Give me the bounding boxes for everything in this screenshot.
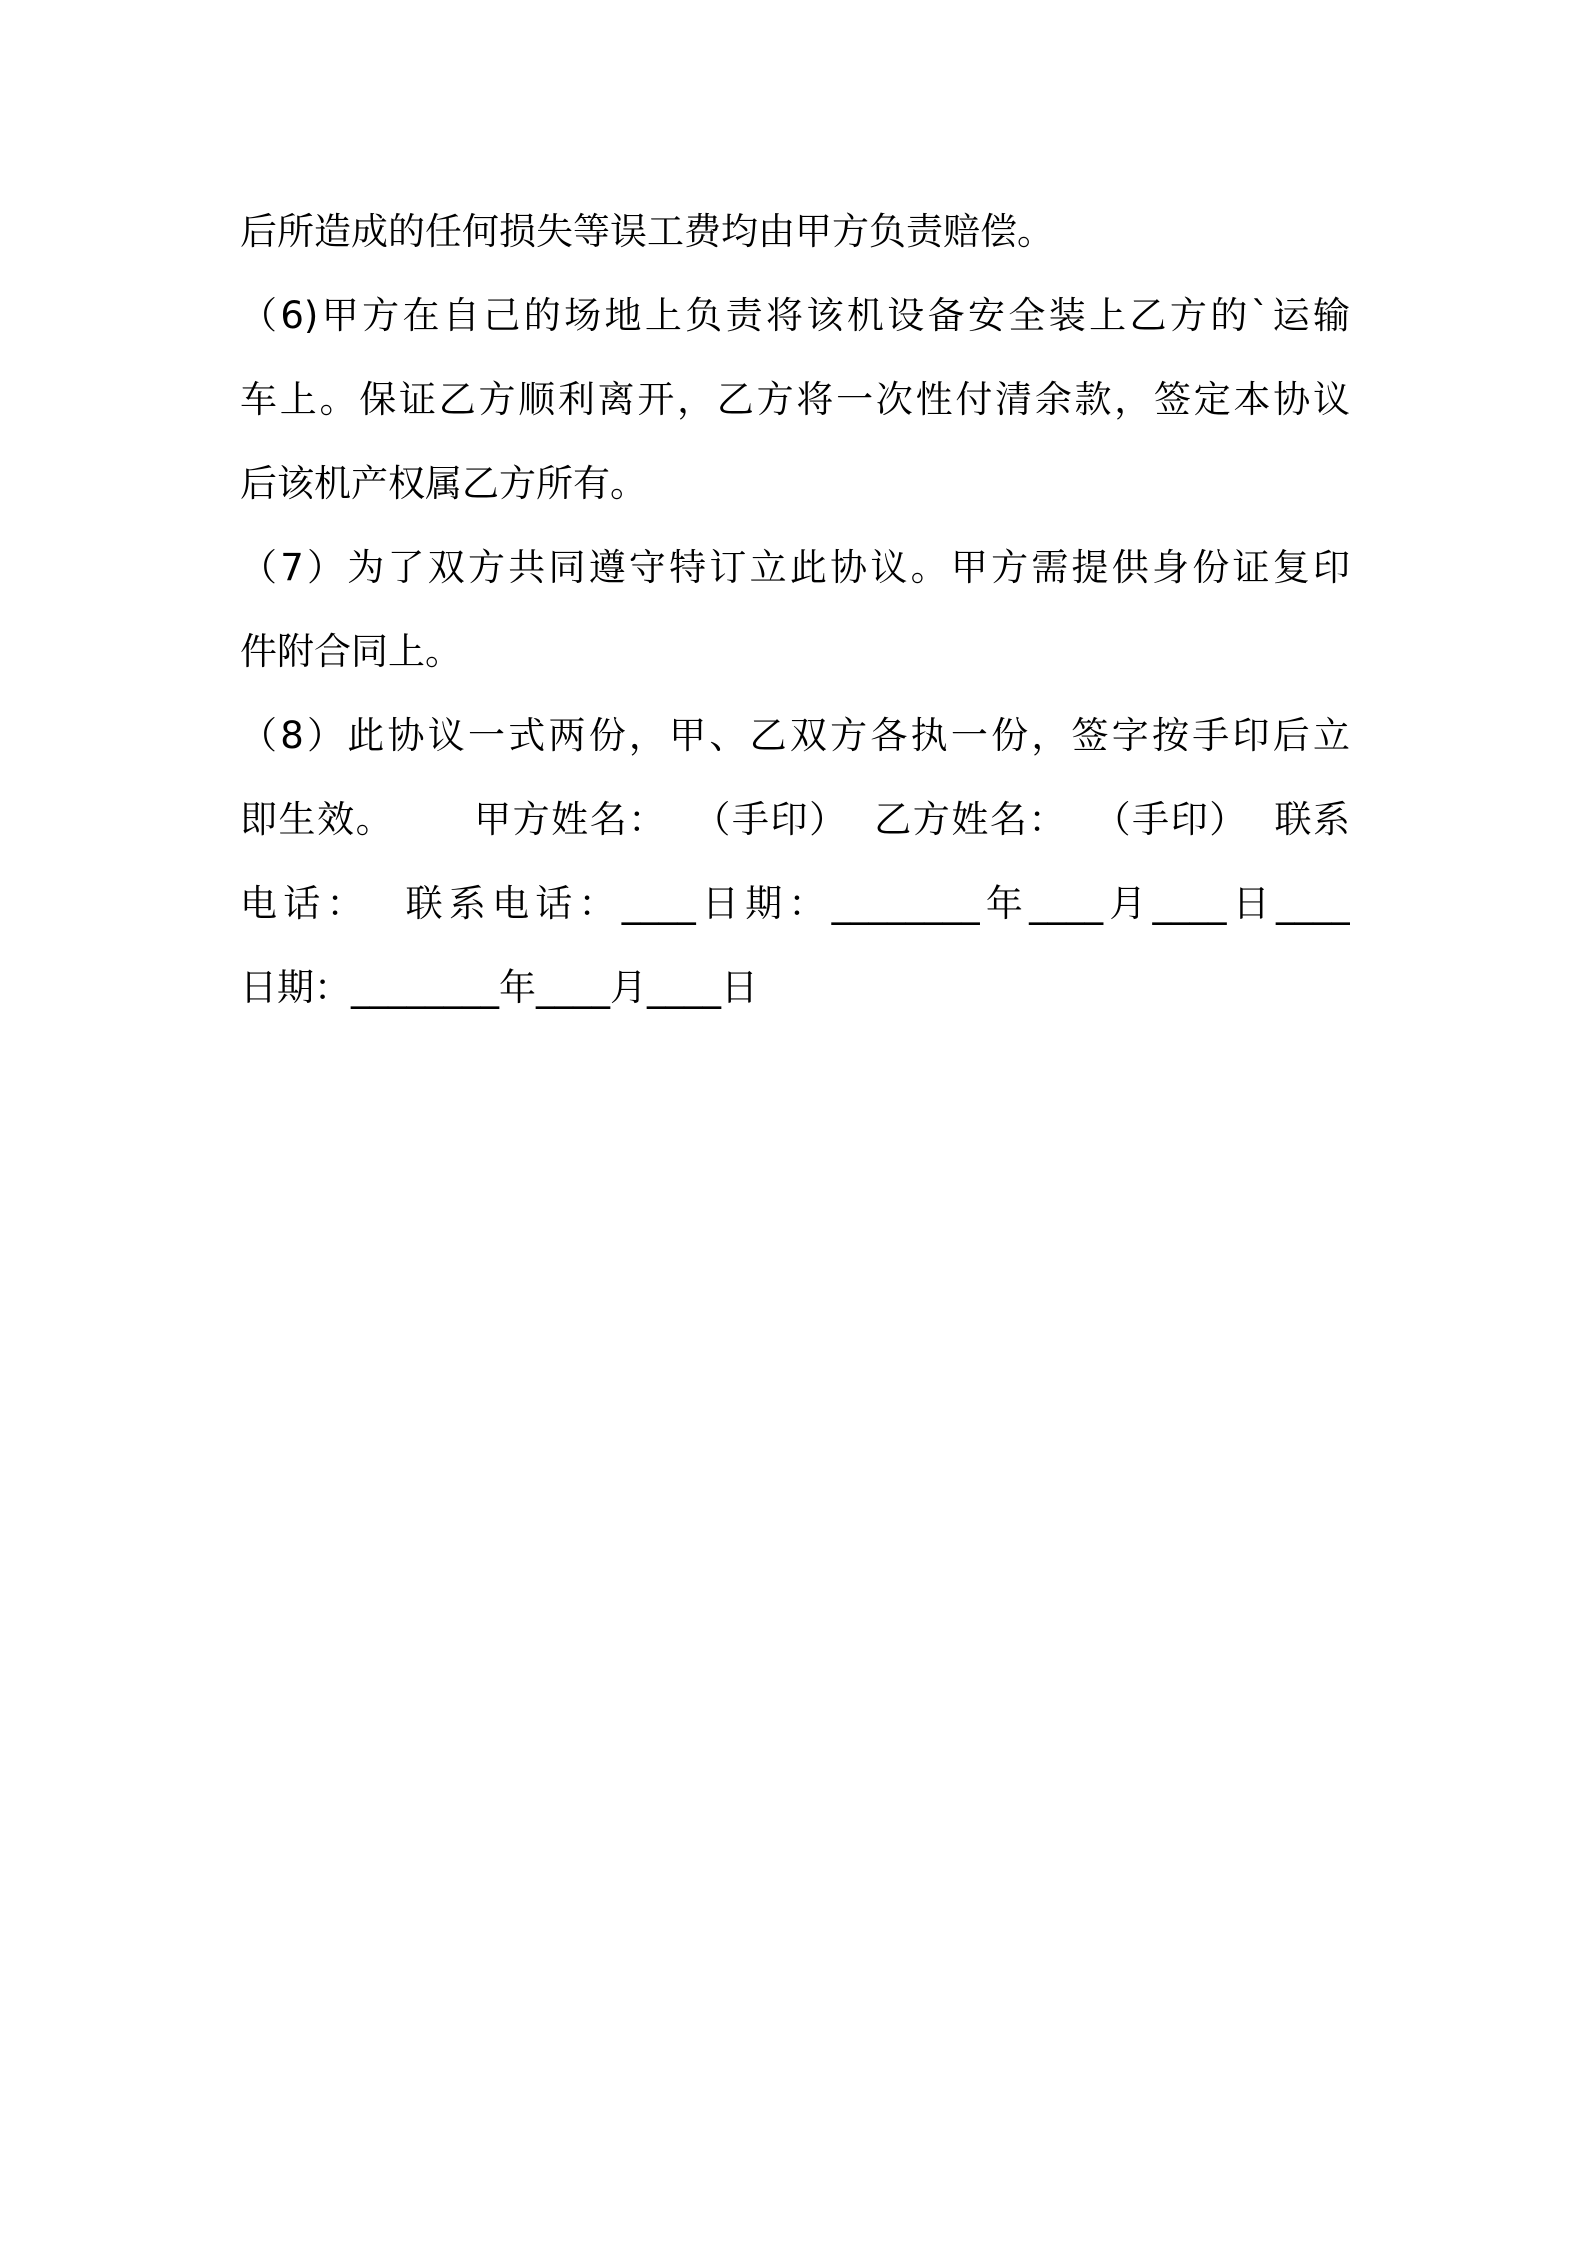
text-line: （8）此协议一式两份，甲、乙双方各执一份，签字按手印后立 [240,714,1350,757]
text-line: 后该机产权属乙方所有。 [240,462,647,505]
text-line: 件附合同上。 [240,630,462,673]
text-line: （6)甲方在自己的场地上负责将该机设备安全装上乙方的`运输 [240,294,1350,337]
signature-line: 即生效。 甲方姓名： （手印） 乙方姓名： （手印） 联系 [240,798,1350,841]
text-line: （7）为了双方共同遵守特订立此协议。甲方需提供身份证复印 [240,546,1350,589]
date-line: 日期：________年____月____日 [240,966,758,1009]
text-line: 车上。保证乙方顺利离开，乙方将一次性付清余款，签定本协议 [240,378,1350,421]
contact-date-line: 电话： 联系电话：____日期：________年____月____日____ [240,882,1350,925]
document-body [240,190,1350,1030]
text-line: 后所造成的任何损失等误工费均由甲方负责赔偿。 [240,210,1054,253]
